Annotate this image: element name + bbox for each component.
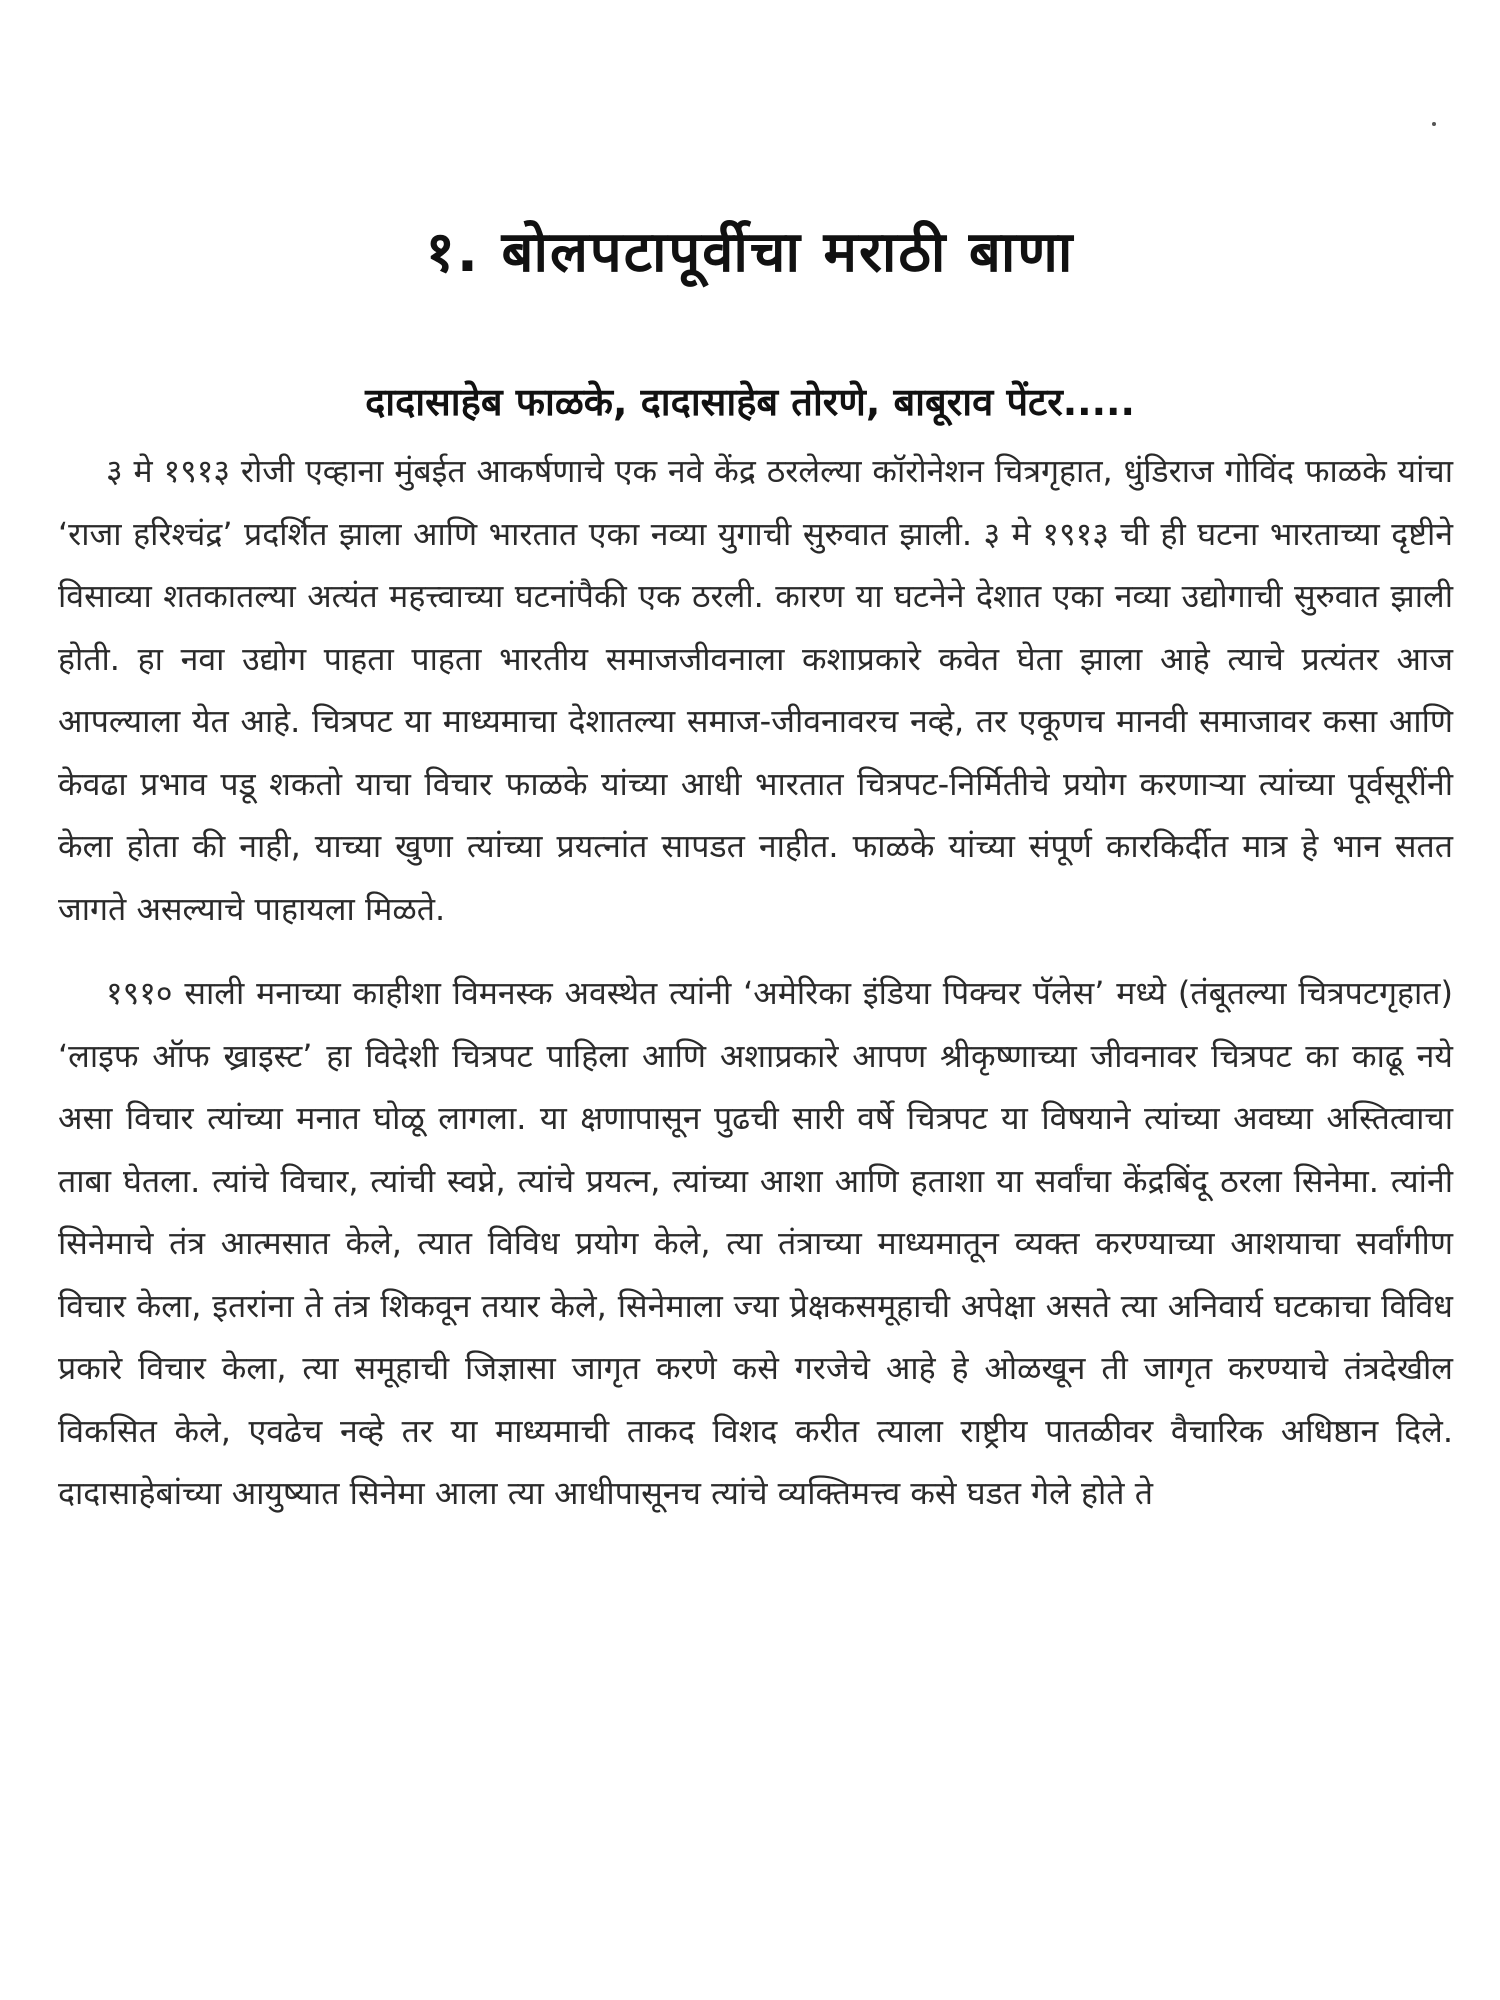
speck-mark <box>1432 122 1436 126</box>
paragraph-2: १९१० साली मनाच्या काहीशा विमनस्क अवस्थेत त्यांनी ‘अमेरिका इंडिया पिक्चर पॅलेस’ मध्ये (तंबूतल्या चित्रपटगृहात) ‘लाइफ ऑफ ख्राइस्ट’ हा विदेशी चित्रपट पाहिला आणि अशाप्रकारे आपण श्रीकृष्णाच्या जीवनावर चित्रपट का काढू नये असा विचार त्यांच्या मनात घोळू लागला. या क्षणापासून पुढची सारी वर्षे चित्रपट या विषयाने त्यांच्या अवघ्या अस्तित्वाचा ताबा घेतला. त्यांचे विचार, त्यांची स्वप्ने, त्यांचे प्रयत्न, त्यांच्या आशा आणि हताशा या सर्वांचा केंद्रबिंदू ठरला सिनेमा. त्यांनी सिनेमाचे तंत्र आत्मसात केले, त्यात विविध प्रयोग केले, त्या तंत्राच्या माध्यमातून व्यक्त करण्याच्या आशयाचा सर्वांगीण विचार केला, इतरांना ते तंत्र शिकवून तयार केले, सिनेमाला ज्या प्रेक्षकसमूहाची अपेक्षा असते त्या अनिवार्य घटकाचा विविध प्रकारे विचार केला, त्या समूहाची जिज्ञासा जागृत करणे कसे गरजेचे आहे हे ओळखून ती जागृत करण्याचे तंत्रदेखील विकसित केले, एवढेच नव्हे तर या माध्यमाची ताकद विशद करीत त्याला राष्ट्रीय पातळीवर वैचारिक अधिष्ठान दिले. दादासाहेबांच्या आयुष्यात सिनेमा आला त्या आधीपासूनच त्यांचे व्यक्तिमत्त्व कसे घडत गेले होते ते <box>58 974 1453 1512</box>
paragraph-1: ३ मे १९१३ रोजी एव्हाना मुंबईत आकर्षणाचे एक नवे केंद्र ठरलेल्या कॉरोनेशन चित्रगृहात, धुंडिराज गोविंद फाळके यांचा ‘राजा हरिश्चंद्र’ प्रदर्शित झाला आणि भारतात एका नव्या युगाची सुरुवात झाली. ३ मे १९१३ ची ही घटना भारताच्या दृष्टीने विसाव्या शतकातल्या अत्यंत महत्त्वाच्या घटनांपैकी एक ठरली. कारण या घटनेने देशात एका नव्या उद्योगाची सुरुवात झाली होती. हा नवा उद्योग पाहता पाहता भारतीय समाजजीवनाला कशाप्रकारे कवेत घेता झाला आहे त्याचे प्रत्यंतर आज आपल्याला येत आहे. चित्रपट या माध्यमाचा देशातल्या समाज-जीवनावरच नव्हे, तर एकूणच मानवी समाजावर कसा आणि केवढा प्रभाव पडू शकतो याचा विचार फाळके यांच्या आधी भारतात चित्रपट-निर्मितीचे प्रयोग करणाऱ्या त्यांच्या पूर्वसूरींनी केला होता की नाही, याच्या खुणा त्यांच्या प्रयत्नांत सापडत नाहीत. फाळके यांच्या संपूर्ण कारकिर्दीत मात्र हे भान सतत जागते असल्याचे पाहायला मिळते. <box>58 452 1453 928</box>
section-subtitle: दादासाहेब फाळके, दादासाहेब तोरणे, बाबूराव पेंटर..... <box>365 379 1135 424</box>
body-text <box>58 440 1453 1525</box>
chapter-title: १. बोलपटापूर्वीचा मराठी बाणा <box>425 219 1075 285</box>
